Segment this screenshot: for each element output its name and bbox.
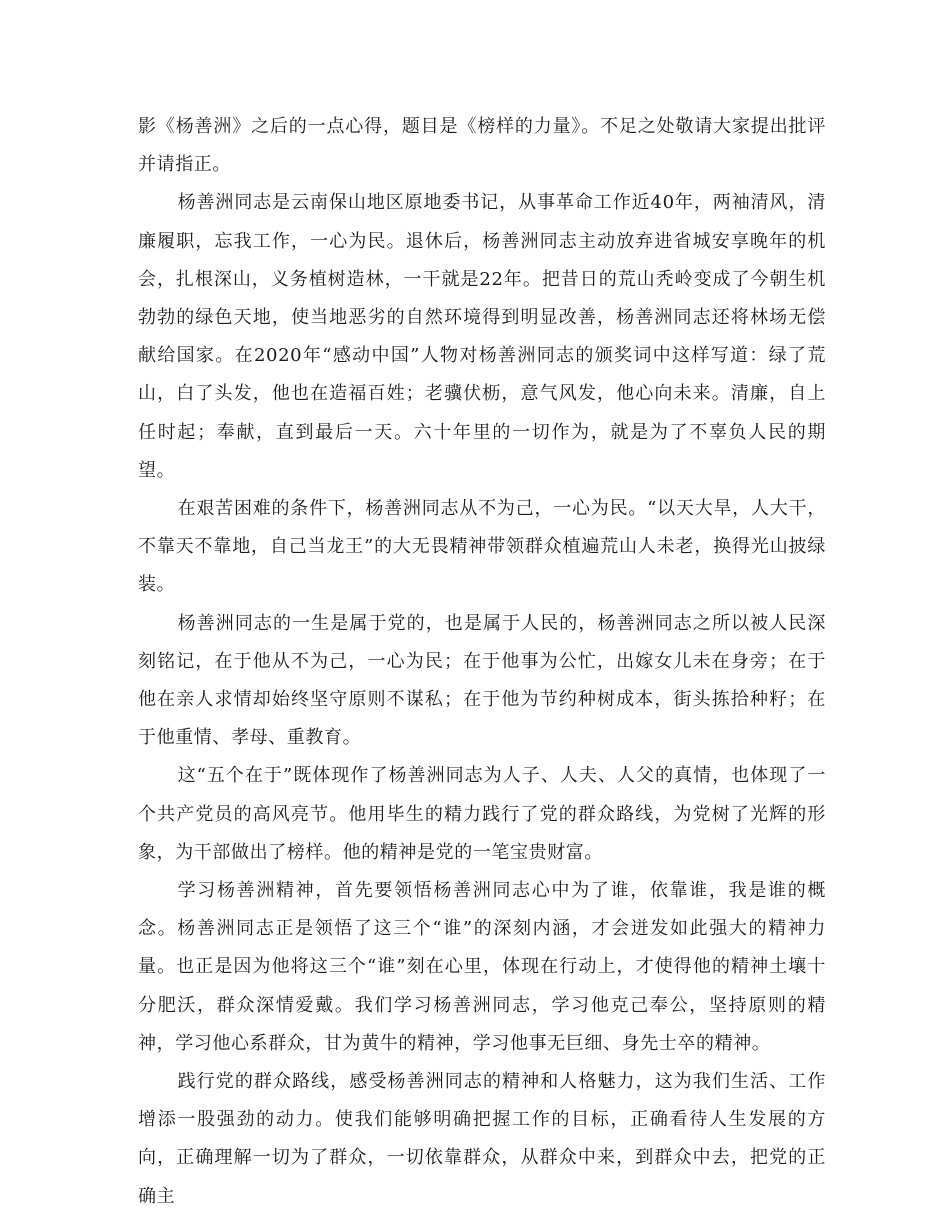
paragraph-learn-spirit: 学习杨善洲精神，首先要领悟杨善洲同志心中为了谁，依靠谁，我是谁的概念。杨善洲同志正是领悟了这三个“谁”的深刻内涵，才会迸发如此强大的精神力量。也正是因为他将这三个“谁”刻在心里，体现在行动上，才使得他的精神土壤十分肥沃，群众深情爱戴。我们学习杨善洲同志，学习他克己奉公，坚持原则的精神，学习他心系群众，甘为黄牛的精神，学习他事无巨细、身先士卒的精神。 [138, 880, 826, 1054]
document-body [138, 108, 826, 1216]
paragraph-mass-line: 践行党的群众路线，感受杨善洲同志的精神和人格魅力，这为我们生活、工作增添一股强劲的动力。使我们能够明确把握工作的目标，正确看待人生发展的方向，正确理解一切为了群众，一切依靠群众，从群众中来，到群众中去，把党的正确主 [138, 1071, 826, 1207]
paragraph-hardship: 在艰苦困难的条件下，杨善洲同志从不为己，一心为民。“以天大旱，人大干，不靠天不靠地，自己当龙王”的大无畏精神带领群众植遍荒山人未老，换得光山披绿装。 [138, 498, 826, 596]
paragraph-yang-shanzhou-intro: 杨善洲同志是云南保山地区原地委书记，从事革命工作近40年，两袖清风，清廉履职，忘我工作，一心为民。退休后，杨善洲同志主动放弃进省城安享晚年的机会，扎根深山，义务植树造林，一干就是22年。把昔日的荒山秃岭变成了今朝生机勃勃的绿色天地，使当地恶劣的自然环境得到明显改善，杨善洲同志还将林场无偿献给国家。在2020年“感动中国”人物对杨善洲同志的颁奖词中这样写道：绿了荒山，白了头发，他也在造福百姓；老骥伏枥，意气风发，他心向未来。清廉，自上任时起；奉献，直到最后一天。六十年里的一切作为，就是为了不辜负人民的期望。 [138, 192, 826, 481]
paragraph-belongs-to-party: 杨善洲同志的一生是属于党的，也是属于人民的，杨善洲同志之所以被人民深刻铭记，在于他从不为己，一心为民；在于他事为公忙，出嫁女儿未在身旁；在于他在亲人求情却始终坚守原则不谋私；在于他为节约种树成本，街头拣拾种籽；在于他重情、孝母、重教育。 [138, 612, 826, 749]
paragraph-five-zaiyu: 这“五个在于”既体现作了杨善洲同志为人子、人夫、人父的真情，也体现了一个共产党员的高风亮节。他用毕生的精力践行了党的群众路线，为党树了光辉的形象，为干部做出了榜样。他的精神是党的一笔宝贵财富。 [138, 765, 826, 863]
paragraph-continuation: 影《杨善洲》之后的一点心得，题目是《榜样的力量》。不足之处敬请大家提出批评并请指正。 [138, 116, 826, 176]
